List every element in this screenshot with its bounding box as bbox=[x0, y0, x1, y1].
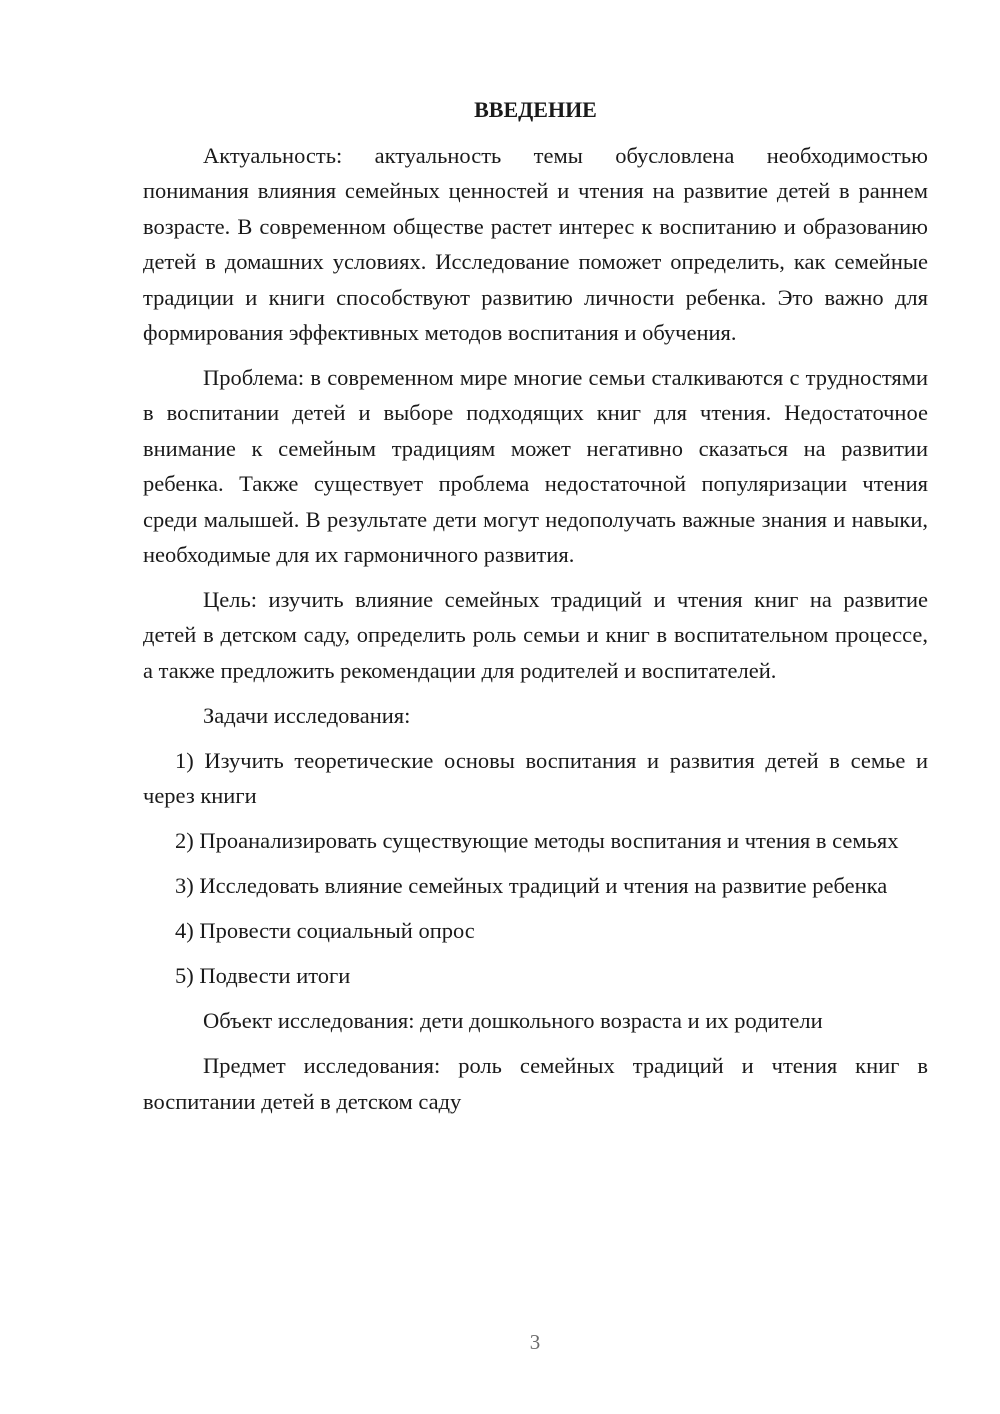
paragraph-relevance: Актуальность: актуальность темы обусловлена необходимостью понимания влияния семейных ценностей и чтения на развитие детей в раннем возрасте. В современном обществе растет интерес к воспитанию и образованию детей в домашних условиях. Исследование поможет определить, как семейные традиции и книги способствуют развитию личности ребенка. Это важно для формирования эффективных методов воспитания и обучения. bbox=[143, 143, 928, 346]
task-item-4: 4) Провести социальный опрос bbox=[175, 918, 475, 944]
task-item-5: 5) Подвести итоги bbox=[175, 963, 351, 989]
paragraph-object: Объект исследования: дети дошкольного возраста и их родители bbox=[203, 1008, 823, 1034]
task-item-1: 1) Изучить теоретические основы воспитания и развития детей в семье и через книги bbox=[143, 747, 928, 809]
tasks-title: Задачи исследования: bbox=[203, 702, 411, 728]
paragraph-goal: Цель: изучить влияние семейных традиций и чтения книг на развитие детей в детском саду, определить роль семьи и книг в воспитательном процессе, а также предложить рекомендации для родителей и воспитателей. bbox=[143, 587, 928, 683]
section-heading: ВВЕДЕНИЕ bbox=[474, 97, 597, 122]
page-content bbox=[143, 93, 928, 1129]
task-item-3: 3) Исследовать влияние семейных традиций и чтения на развитие ребенка bbox=[175, 873, 888, 899]
task-item-2: 2) Проанализировать существующие методы воспитания и чтения в семьях bbox=[175, 828, 899, 854]
paragraph-problem: Проблема: в современном мире многие семьи сталкиваются с трудностями в воспитании детей и выборе подходящих книг для чтения. Недостаточное внимание к семейным традициям может негативно сказаться на развитии ребенка. Также существует проблема недостаточной популяризации чтения среди малышей. В результате дети могут недополучать важные знания и навыки, необходимые для их гармоничного развития. bbox=[143, 365, 928, 568]
page-number: 3 bbox=[529, 1330, 541, 1354]
paragraph-subject: Предмет исследования: роль семейных традиций и чтения книг в воспитании детей в детском саду bbox=[143, 1053, 928, 1114]
